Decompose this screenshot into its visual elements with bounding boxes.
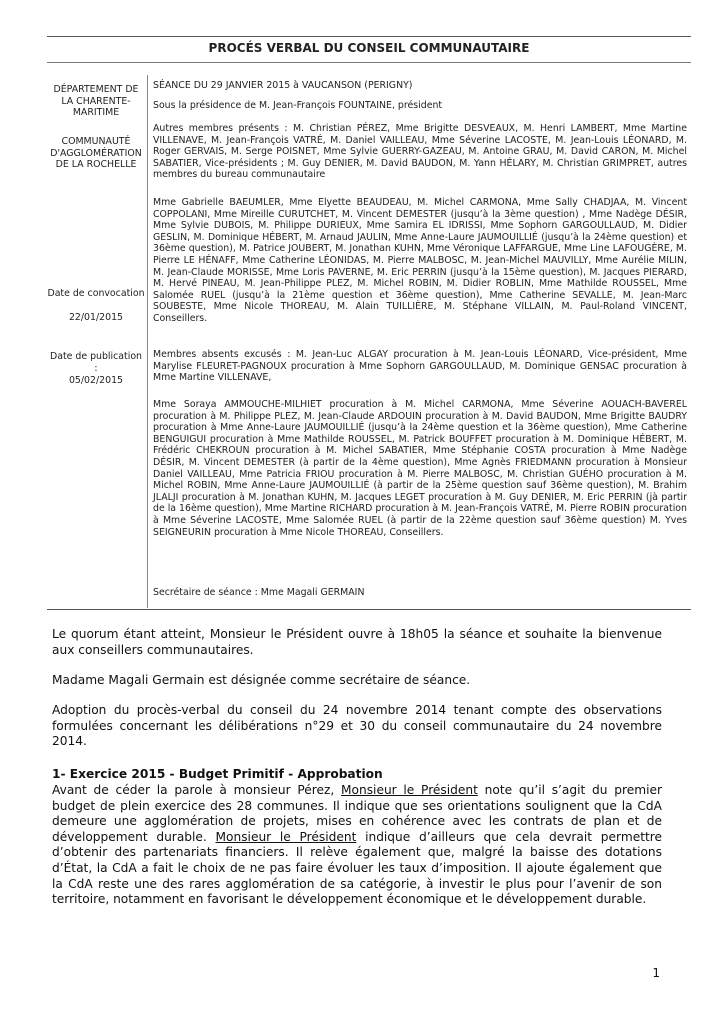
adoption-paragraph: Adoption du procès-verbal du conseil du 24 novembre 2014 tenant compte des observations formulées concernant les délibérations n°29 et 30 du conseil communautaire du 24 novembre 2014. xyxy=(52,703,662,749)
department-label: DÉPARTEMENT DE LA CHARENTE-MARITIME xyxy=(53,84,139,119)
session-secretary: Secrétaire de séance : Mme Magali GERMAIN xyxy=(153,587,365,598)
convocation-label: Date de convocation xyxy=(47,288,145,299)
convocation-date: 22/01/2015 xyxy=(68,312,124,323)
members-present-bureau: Autres membres présents : M. Christian PÉREZ, Mme Brigitte DESVEAUX, M. Henri LAMBERT, Mme Martine VILLENAVE, M. Jean-François VATRÉ, M. Daniel VAILLEAU, Mme Séverine LACOSTE, M. Jean-Louis LÉONARD, M. Roger GERVAIS, M. Serge POISNET, Mme Sylvie GUERRY-GAZEAU, M. Antoine GRAU, M. David CARON, M. Michel SABATIER, Vice-présidents ; M. Guy DENIER, M. David BAUDON, M. Yann HÉLARY, M. Christian GRIMPRET, autres membres du bureau communautaire xyxy=(153,123,687,181)
budget-paragraph xyxy=(52,783,662,908)
designation-paragraph: Madame Magali Germain est désignée comme secrétaire de séance. xyxy=(52,673,471,687)
publication-date: 05/02/2015 xyxy=(68,375,124,386)
session-presidence: Sous la présidence de M. Jean-François FOUNTAINE, président xyxy=(153,100,443,111)
budget-text-1: Avant de céder la parole à monsieur Pérez, xyxy=(52,783,342,797)
document-title: PROCÉS VERBAL DU CONSEIL COMMUNAUTAIRE xyxy=(208,41,530,55)
title-rule xyxy=(47,62,691,63)
top-rule xyxy=(47,36,691,37)
section-title: 1- Exercice 2015 - Budget Primitif - Approbation xyxy=(52,767,383,781)
members-absent-vp: Membres absents excusés : M. Jean-Luc ALGAY procuration à M. Jean-Louis LÉONARD, Vice-président, Mme Marylise FLEURET-PAGNOUX procuration à Mme Sophorn GARGOULLAUD, M. Dominique GENSAC procuration à Mme Martine VILLENAVE, xyxy=(153,349,687,384)
members-present-others: Mme Gabrielle BAEUMLER, Mme Elyette BEAUDEAU, M. Michel CARMONA, Mme Sally CHADJAA, M. Vincent COPPOLANI, Mme Mireille CURUTCHET, M. Vincent DEMESTER (jusqu’à la 3ème question) , Mme Nadège DÉSIR, Mme Sylvie DUBOIS, M. Philippe DURIEUX, Mme Samira EL IDRISSI, Mme Sophorn GARGOULLAUD, M. Didier GESLIN, M. Dominique HÉBERT, M. Arnaud JAULIN, Mme Anne-Laure JAUMOUILLIÉ (jusqu’à la 24ème question) et 36ème question), M. Patrice JOUBERT, M. Jonathan KUHN, Mme Véronique LAFFARGUE, Mme Line LAFOUGÈRE, M. Pierre LE HÉNAFF, Mme Catherine LÉONIDAS, M. Pierre MALBOSC, M. Jean-Michel MAUVILLY, Mme Aurélie MILIN, M. Jean-Claude MORISSE, Mme Loris PAVERNE, M. Eric PERRIN (jusqu’à la 15ème question), M. Jacques PIERARD, M. Hervé PINEAU, M. Jean-Philippe PLEZ, M. Michel ROBIN, M. Didier ROBLIN, Mme Mathilde ROUSSEL, Mme Salomée RUEL (jusqu’à la 21ème question et 36ème question), Mme Catherine SEVALLE, M. Jean-Marc SOUBESTE, Mme Nicole THOREAU, M. Alain TUILLIÈRE, M. Stéphane VILLAIN, M. Paul-Roland VINCENT, Conseillers. xyxy=(153,197,687,324)
community-label: COMMUNAUTÉ D'AGGLOMÉRATION DE LA ROCHELLE xyxy=(50,136,142,171)
members-absent-others: Mme Soraya AMMOUCHE-MILHIET procuration à M. Michel CARMONA, Mme Séverine AOUACH-BAVEREL procuration à M. Philippe PLEZ, M. Jean-Claude ARDOUIN procuration à M. David BAUDON, Mme Brigitte BAUDRY procuration à Mme Anne-Laure JAUMOUILLIÉ (jusqu’à la 24ème question et la 36ème question), Mme Catherine BENGUIGUI procuration à Mme Mathilde ROUSSEL, M. Patrick BOUFFET procuration à M. Dominique HÉBERT, M. Frédéric CHEKROUN procuration à M. Michel SABATIER, Mme Stéphanie COSTA procuration à Mme Nadège DÉSIR, M. Vincent DEMESTER (à partir de la 4ème question), Mme Agnès FRIEDMANN procuration à Monsieur Daniel VAILLEAU, Mme Patricia FRIOU procuration à M. Pierre MALBOSC, M. Christian GUÉHO procuration à M. Michel ROBIN, Mme Anne-Laure JAUMOUILLIÉ (à partir de la 25ème question sauf 36ème question), M. Brahim JLALJI procuration à M. Jonathan KUHN, M. Jacques LEGET procuration à M. Guy DENIER, M. Eric PERRIN (jà partir de la 16ème question), Mme Martine RICHARD procuration à M. Jean-François VATRÉ, M. Pierre ROBIN procuration à Mme Séverine LACOSTE, Mme Salomée RUEL (à partir de la 22ème question sauf 36ème question) M. Yves SEIGNEURIN procuration à Mme Nicole THOREAU, Conseillers. xyxy=(153,399,687,538)
quorum-paragraph: Le quorum étant atteint, Monsieur le Président ouvre à 18h05 la séance et souhaite la bienvenue aux conseillers communautaires. xyxy=(52,627,662,657)
publication-label: Date de publication : xyxy=(50,351,142,374)
page-number: 1 xyxy=(652,966,660,980)
table-bottom-rule xyxy=(47,609,691,610)
column-divider xyxy=(147,75,148,608)
budget-text-2: note qu’il s’agit du premier budget de plein exercice des 28 communes. Il indique que ses orientations soulignent que la CdA demeure une agglomération de projets, mises en cohérence avec les contrats de plan et de développement durable. xyxy=(52,783,662,844)
session-heading: SÉANCE DU 29 JANVIER 2015 à VAUCANSON (PERIGNY) xyxy=(153,80,413,91)
budget-text-3: indique d’ailleurs que cela devrait permettre d’obtenir des partenariats financiers. Il relève également que, malgré la baisse des dotations d’État, la CdA a fait le choix de ne pas faire évoluer les taux d’imposition. Il ajoute également que la CdA reste une des rares agglomération de sa catégorie, à investir le plus pour l’avenir de son territoire, notamment en favorisant le développement économique et le développement durable. xyxy=(52,829,662,907)
president-mention-2: Monsieur le Président xyxy=(215,829,357,844)
president-mention-1: Monsieur le Président xyxy=(341,783,478,797)
